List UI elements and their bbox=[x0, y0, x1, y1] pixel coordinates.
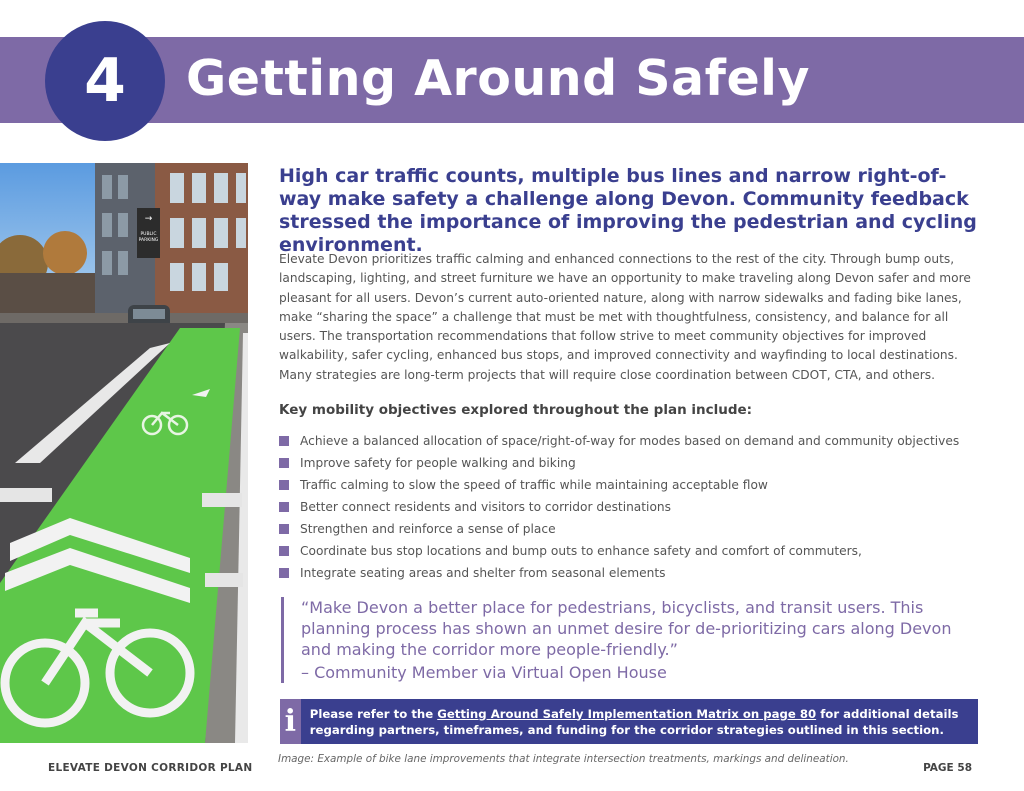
objectives-list bbox=[279, 430, 989, 584]
list-item-text: Traffic calming to slow the speed of traffic while maintaining acceptable flow bbox=[300, 478, 768, 492]
bullet-square-icon bbox=[279, 436, 289, 446]
list-item-text: Better connect residents and visitors to corridor destinations bbox=[300, 500, 671, 514]
chapter-badge bbox=[45, 21, 165, 141]
list-item-text: Coordinate bus stop locations and bump outs to enhance safety and comfort of commuters, bbox=[300, 544, 862, 558]
quote-text: “Make Devon a better place for pedestrians, bicyclists, and transit users. This planning process has shown an unmet desire for de-prioritizing cars along Devon and making the corridor more people-friendly.” bbox=[301, 598, 952, 659]
objectives-heading: Key mobility objectives explored throughout the plan include: bbox=[279, 402, 753, 418]
list-item bbox=[279, 562, 989, 584]
list-item bbox=[279, 452, 989, 474]
page-title: Getting Around Safely bbox=[186, 50, 810, 107]
list-item bbox=[279, 540, 989, 562]
chapter-number: 4 bbox=[84, 46, 126, 116]
bullet-square-icon bbox=[279, 546, 289, 556]
info-prefix: Please refer to the bbox=[309, 706, 438, 721]
quote-attribution: – Community Member via Virtual Open House bbox=[301, 663, 667, 682]
svg-text:→: → bbox=[144, 214, 153, 224]
list-item bbox=[279, 430, 989, 452]
bullet-square-icon bbox=[279, 502, 289, 512]
footer-document-name: ELEVATE DEVON CORRIDOR PLAN bbox=[48, 762, 253, 774]
list-item-text: Improve safety for people walking and biking bbox=[300, 456, 576, 470]
lead-paragraph: High car traffic counts, multiple bus lines and narrow right-of-way make safety a challenge along Devon. Community feedback stressed the importance of improving the pedestrian and cycling environment. bbox=[279, 165, 977, 256]
bullet-square-icon bbox=[279, 458, 289, 468]
implementation-matrix-link[interactable]: Getting Around Safely Implementation Matrix on page 80 bbox=[437, 706, 817, 721]
list-item-text: Achieve a balanced allocation of space/right-of-way for modes based on demand and community objectives bbox=[300, 434, 960, 448]
list-item bbox=[279, 496, 989, 518]
sign-text-1: PUBLIC bbox=[140, 232, 157, 237]
info-icon: i bbox=[280, 699, 301, 744]
bullet-square-icon bbox=[279, 568, 289, 578]
info-suffix: for additional details regarding partners, timeframes, and funding for the corridor strategies outlined in this section. bbox=[309, 706, 959, 737]
info-callout bbox=[280, 699, 978, 744]
list-item-text: Integrate seating areas and shelter from seasonal elements bbox=[300, 566, 666, 580]
bike-lane-photo bbox=[0, 163, 248, 743]
bullet-square-icon bbox=[279, 524, 289, 534]
list-item bbox=[279, 518, 989, 540]
body-paragraph: Elevate Devon prioritizes traffic calming and enhanced connections to the rest of the city. Through bump outs, landscaping, lighting, and street furniture we have an opportunity to make traveling along Devon safer and more pleasant for all users. Devon’s current auto-oriented nature, along with narrow sidewalks and fading bike lanes, make “sharing the space” a challenge that must be met with thoughtfulness, consistency, and balance for all users. The transportation recommendations that follow strive to meet community objectives for improved walkability, safer cycling, enhanced bus stops, and improved connectivity and wayfinding to local destinations. Many strategies are long-term projects that will require close coordination between CDOT, CTA, and others. bbox=[279, 252, 971, 382]
footer-page-number: PAGE 58 bbox=[923, 762, 972, 774]
list-item-text: Strengthen and reinforce a sense of place bbox=[300, 522, 556, 536]
list-item bbox=[279, 474, 989, 496]
bullet-square-icon bbox=[279, 480, 289, 490]
image-caption: Image: Example of bike lane improvements that integrate intersection treatments, markings and delineation. bbox=[278, 753, 849, 765]
sign-text-2: PARKING bbox=[138, 238, 159, 243]
community-quote bbox=[281, 597, 981, 683]
info-text bbox=[301, 706, 978, 738]
